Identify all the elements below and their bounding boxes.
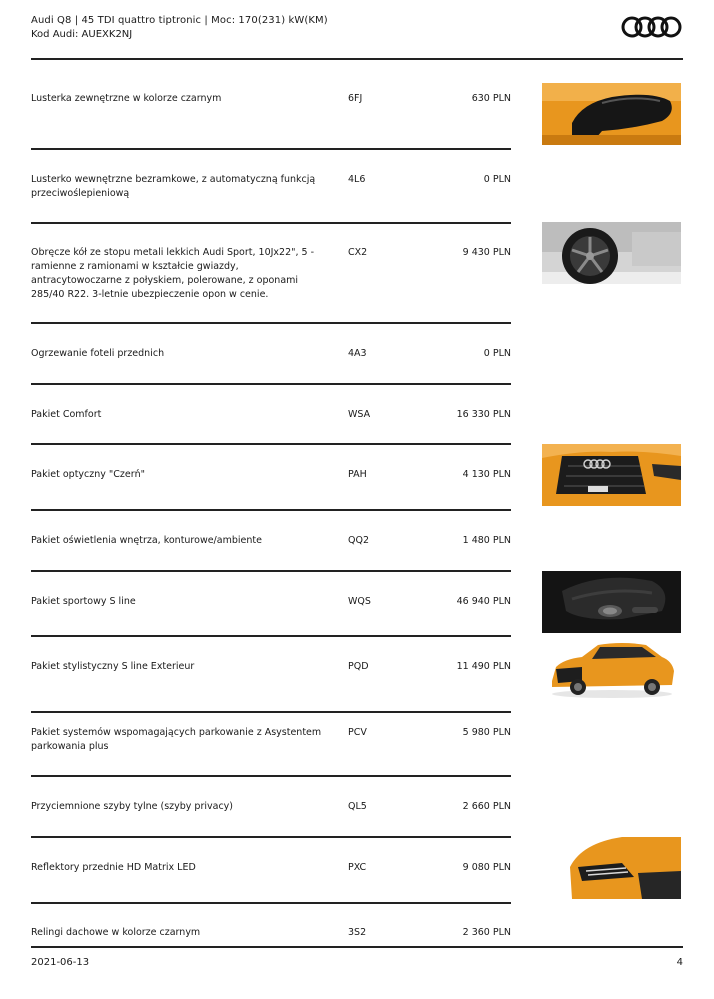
option-description: Przyciemnione szyby tylne (szyby privacy) (31, 801, 234, 812)
option-code: WQS (348, 596, 371, 607)
option-description: Pakiet Comfort (31, 409, 102, 420)
option-code: 4L6 (348, 174, 366, 185)
header-divider (31, 58, 683, 60)
row-divider (31, 148, 511, 150)
option-code: 6FJ (348, 93, 363, 104)
seat-photo (542, 571, 681, 633)
option-code: WSA (348, 409, 371, 420)
row-divider (31, 570, 511, 572)
option-price: 4 130 PLN (462, 469, 511, 480)
audi-code: Kod Audi: AUEXK2NJ (31, 29, 133, 40)
option-price: 16 330 PLN (456, 409, 511, 420)
row-divider (31, 383, 511, 385)
option-description: Reflektory przednie HD Matrix LED (31, 862, 196, 873)
option-price: 2 360 PLN (462, 927, 511, 938)
option-price: 9 430 PLN (462, 247, 511, 258)
row-divider (31, 836, 511, 838)
grille-photo (542, 444, 681, 506)
audi-rings-logo (621, 14, 683, 40)
row-divider (31, 509, 511, 511)
row-divider (31, 902, 511, 904)
page-number: 4 (676, 957, 683, 968)
model-title: Audi Q8 | 45 TDI quattro tiptronic | Moc: 170(231) kW(KM) (31, 15, 328, 26)
option-code: PXC (348, 862, 367, 873)
option-price: 0 PLN (483, 348, 511, 359)
option-code: PCV (348, 727, 367, 738)
row-divider (31, 322, 511, 324)
option-code: PAH (348, 469, 367, 480)
row-divider (31, 775, 511, 777)
document-header (31, 14, 683, 42)
document-date: 2021-06-13 (31, 957, 90, 968)
option-description: Pakiet stylistyczny S line Exterieur (31, 661, 195, 672)
car-photo (542, 637, 681, 699)
option-code: PQD (348, 661, 369, 672)
option-price: 46 940 PLN (456, 596, 511, 607)
option-code: QQ2 (348, 535, 369, 546)
wheel-photo (542, 222, 681, 284)
row-divider (31, 635, 511, 637)
mirror-photo (542, 83, 681, 145)
option-description: Pakiet systemów wspomagających parkowanie z Asystentem parkowania plus (31, 727, 322, 752)
option-price: 5 980 PLN (462, 727, 511, 738)
option-price: 630 PLN (471, 93, 511, 104)
option-code: QL5 (348, 801, 367, 812)
option-code: 3S2 (348, 927, 367, 938)
option-price: 0 PLN (483, 174, 511, 185)
option-description: Pakiet optyczny "Czerń" (31, 469, 146, 480)
option-description: Lusterko wewnętrzne bezramkowe, z automatyczną funkcją przeciwoślepieniową (31, 174, 316, 199)
option-price: 1 480 PLN (462, 535, 511, 546)
row-divider (31, 711, 511, 713)
option-description: Pakiet oświetlenia wnętrza, konturowe/ambiente (31, 535, 262, 546)
row-divider (31, 222, 511, 224)
option-code: CX2 (348, 247, 368, 258)
option-description: Ogrzewanie foteli przednich (31, 348, 165, 359)
option-description: Relingi dachowe w kolorze czarnym (31, 927, 201, 938)
option-description: Obręcze kół ze stopu metali lekkich Audi Sport, 10Jx22", 5 - ramienne z ramionami w kształcie gwiazdy, antracytowoczarne z połyskiem, polerowane, z oponami 285/40 R22. 3-letnie ubezpieczenie opon w cenie. (31, 247, 315, 300)
option-price: 11 490 PLN (456, 661, 511, 672)
row-divider (31, 443, 511, 445)
option-description: Pakiet sportowy S line (31, 596, 136, 607)
option-price: 9 080 PLN (462, 862, 511, 873)
option-description: Lusterka zewnętrzne w kolorze czarnym (31, 93, 222, 104)
headlight-photo (542, 837, 681, 899)
option-code: 4A3 (348, 348, 367, 359)
footer-divider (31, 946, 683, 948)
option-price: 2 660 PLN (462, 801, 511, 812)
